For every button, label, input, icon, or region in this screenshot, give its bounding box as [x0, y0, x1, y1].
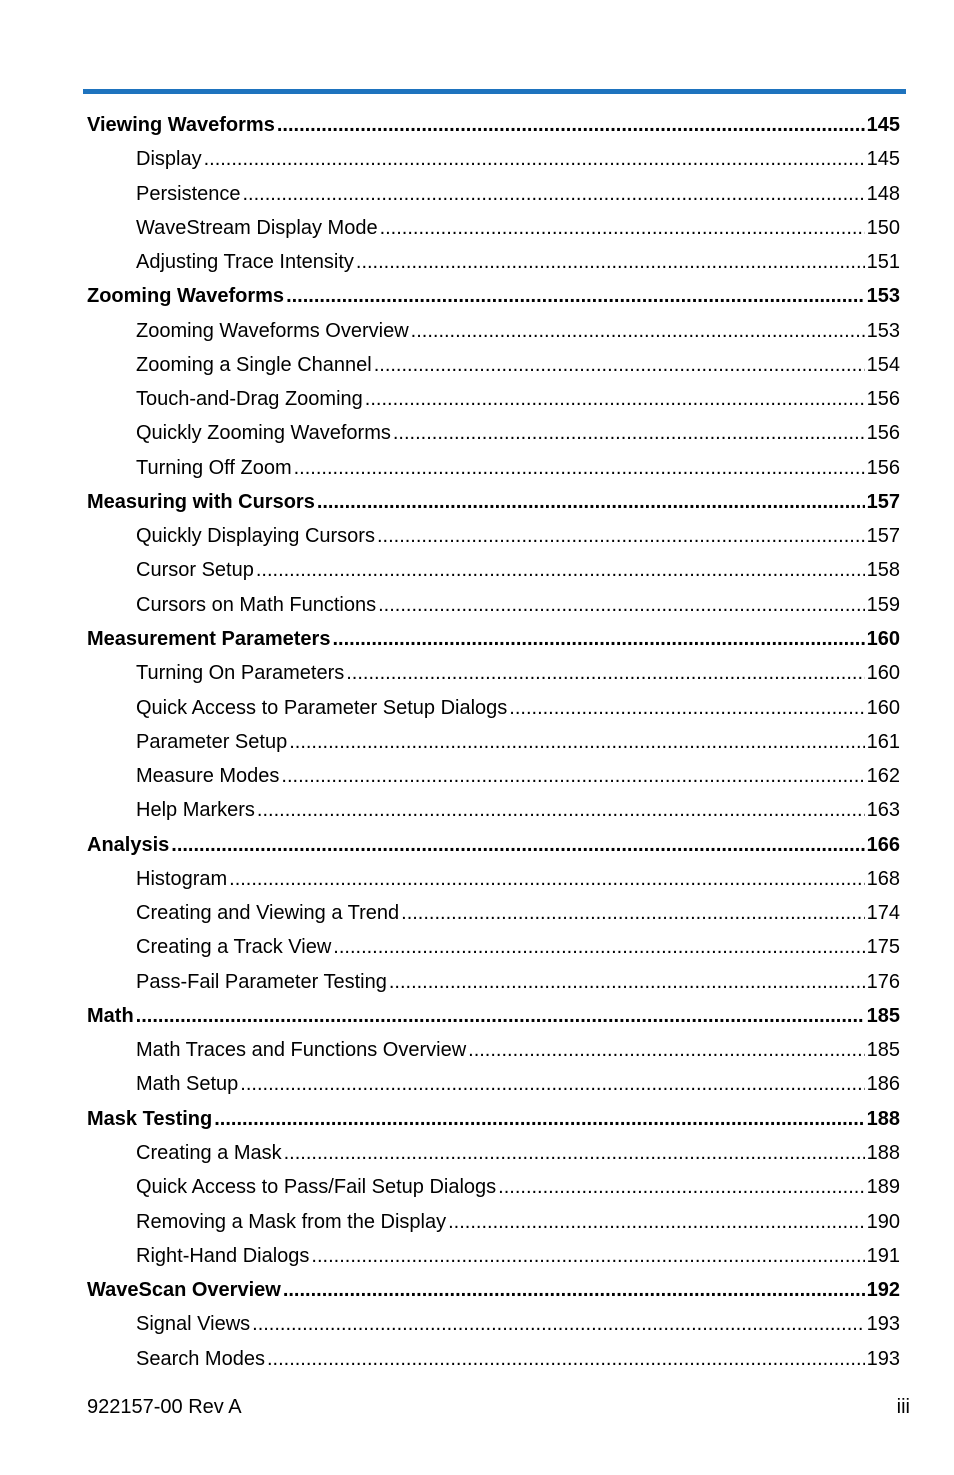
toc-dot-leader: [374, 348, 865, 382]
toc-entry-page-number: 157: [866, 490, 900, 513]
toc-section-entry[interactable]: [87, 999, 900, 1033]
toc-entry-page-number: 186: [866, 1073, 900, 1096]
toc-entry-title: Removing a Mask from the Display: [136, 1210, 447, 1233]
toc-section-entry[interactable]: [87, 279, 900, 313]
toc-dot-leader: [284, 1136, 865, 1170]
toc-entry-title: Measure Modes: [136, 765, 280, 788]
toc-dot-leader: [378, 588, 865, 622]
toc-dot-leader: [277, 108, 865, 142]
toc-entry-page-number: 190: [866, 1210, 900, 1233]
toc-entry-page-number: 145: [866, 114, 900, 136]
toc-subsection-entry[interactable]: [87, 1170, 900, 1204]
toc-entry-page-number: 160: [866, 662, 900, 685]
toc-entry-page-number: 156: [866, 388, 900, 411]
header-rule: [83, 89, 906, 94]
toc-entry-page-number: 160: [866, 696, 900, 719]
toc-dot-leader: [393, 416, 865, 450]
toc-dot-leader: [171, 828, 864, 862]
toc-entry-title: Persistence: [136, 182, 241, 205]
toc-dot-leader: [240, 1067, 864, 1101]
toc-entry-page-number: 174: [866, 902, 900, 925]
toc-dot-leader: [267, 1342, 865, 1376]
toc-dot-leader: [365, 382, 865, 416]
toc-subsection-entry[interactable]: [87, 793, 900, 827]
toc-subsection-entry[interactable]: [87, 314, 900, 348]
toc-subsection-entry[interactable]: [87, 245, 900, 279]
toc-entry-title: Touch-and-Drag Zooming: [136, 388, 363, 411]
toc-entry-page-number: 188: [866, 1107, 900, 1130]
toc-dot-leader: [356, 245, 865, 279]
toc-entry-title: Parameter Setup: [136, 730, 288, 753]
toc-entry-page-number: 153: [866, 285, 900, 308]
toc-subsection-entry[interactable]: [87, 1307, 900, 1341]
toc-subsection-entry[interactable]: [87, 1205, 900, 1239]
toc-entry-page-number: 188: [866, 1141, 900, 1164]
toc-entry-title: Cursors on Math Functions: [136, 593, 377, 616]
toc-entry-title: Creating a Track View: [136, 936, 332, 959]
toc-dot-leader: [283, 1273, 865, 1307]
toc-entry-title: Quickly Displaying Cursors: [136, 525, 375, 548]
toc-entry-page-number: 175: [866, 936, 900, 959]
toc-entry-title: Help Markers: [136, 799, 255, 822]
toc-subsection-entry[interactable]: [87, 965, 900, 999]
toc-dot-leader: [229, 862, 864, 896]
toc-dot-leader: [389, 965, 865, 999]
toc-entry-title: Measurement Parameters: [87, 627, 331, 650]
toc-entry-title: Pass-Fail Parameter Testing: [136, 970, 387, 993]
toc-dot-leader: [509, 691, 864, 725]
toc-entry-title: Creating and Viewing a Trend: [136, 902, 400, 925]
toc-dot-leader: [256, 553, 865, 587]
toc-entry-page-number: 151: [866, 251, 900, 274]
toc-dot-leader: [243, 177, 865, 211]
toc-entry-title: Zooming a Single Channel: [136, 353, 372, 376]
toc-entry-title: Measuring with Cursors: [87, 490, 315, 513]
toc-subsection-entry[interactable]: [87, 862, 900, 896]
toc-subsection-entry[interactable]: [87, 1033, 900, 1067]
toc-dot-leader: [411, 314, 865, 348]
toc-entry-page-number: 156: [866, 456, 900, 479]
toc-entry-title: Adjusting Trace Intensity: [136, 251, 354, 274]
toc-entry-page-number: 153: [866, 319, 900, 342]
toc-entry-page-number: 150: [866, 216, 900, 239]
toc-subsection-entry[interactable]: [87, 588, 900, 622]
toc-subsection-entry[interactable]: [87, 211, 900, 245]
toc-dot-leader: [380, 211, 865, 245]
toc-subsection-entry[interactable]: [87, 1239, 900, 1273]
toc-entry-page-number: 157: [866, 525, 900, 548]
toc-section-entry[interactable]: [87, 108, 900, 142]
toc-dot-leader: [311, 1239, 864, 1273]
toc-entry-title: Math: [87, 1004, 134, 1027]
toc-entry-title: Mask Testing: [87, 1107, 213, 1130]
toc-entry-page-number: 168: [866, 867, 900, 890]
toc-subsection-entry[interactable]: [87, 382, 900, 416]
toc-entry-title: Math Traces and Functions Overview: [136, 1039, 467, 1062]
toc-subsection-entry[interactable]: [87, 930, 900, 964]
toc-entry-page-number: 193: [866, 1347, 900, 1370]
toc-dot-leader: [286, 279, 865, 313]
toc-entry-title: WaveScan Overview: [87, 1279, 281, 1302]
toc-dot-leader: [317, 485, 865, 519]
toc-entry-title: Viewing Waveforms: [87, 114, 275, 136]
toc-entry-title: Signal Views: [136, 1313, 251, 1336]
toc-entry-page-number: 191: [866, 1244, 900, 1267]
toc-entry-title: Quick Access to Parameter Setup Dialogs: [136, 696, 508, 719]
toc-entry-title: Turning Off Zoom: [136, 456, 292, 479]
toc-dot-leader: [468, 1033, 864, 1067]
toc-subsection-entry[interactable]: [87, 348, 900, 382]
toc-entry-title: Analysis: [87, 833, 170, 856]
toc-entry-page-number: 185: [866, 1004, 900, 1027]
toc-subsection-entry[interactable]: [87, 553, 900, 587]
toc-dot-leader: [289, 725, 864, 759]
toc-dot-leader: [281, 759, 864, 793]
table-of-contents: [87, 108, 900, 1376]
toc-entry-page-number: 160: [866, 627, 900, 650]
toc-entry-page-number: 166: [866, 833, 900, 856]
toc-dot-leader: [333, 930, 864, 964]
toc-entry-page-number: 156: [866, 422, 900, 445]
toc-entry-title: Right-Hand Dialogs: [136, 1244, 310, 1267]
toc-section-entry[interactable]: [87, 1273, 900, 1307]
toc-dot-leader: [332, 622, 864, 656]
toc-entry-title: Quick Access to Pass/Fail Setup Dialogs: [136, 1176, 497, 1199]
toc-entry-title: Turning On Parameters: [136, 662, 345, 685]
toc-dot-leader: [377, 519, 865, 553]
toc-entry-title: Cursor Setup: [136, 559, 254, 582]
toc-subsection-entry[interactable]: [87, 142, 900, 176]
toc-subsection-entry[interactable]: [87, 519, 900, 553]
toc-subsection-entry[interactable]: [87, 1342, 900, 1376]
toc-entry-page-number: 176: [866, 970, 900, 993]
toc-dot-leader: [294, 451, 865, 485]
toc-entry-page-number: 193: [866, 1313, 900, 1336]
toc-entry-page-number: 158: [866, 559, 900, 582]
toc-section-entry[interactable]: [87, 622, 900, 656]
toc-entry-title: Display: [136, 148, 202, 171]
toc-subsection-entry[interactable]: [87, 1067, 900, 1101]
document-number: 922157-00 Rev A: [87, 1396, 242, 1418]
toc-entry-page-number: 192: [866, 1279, 900, 1302]
toc-entry-title: Zooming Waveforms: [87, 285, 285, 308]
toc-entry-title: WaveStream Display Mode: [136, 216, 378, 239]
toc-entry-page-number: 148: [866, 182, 900, 205]
toc-entry-page-number: 163: [866, 799, 900, 822]
toc-entry-page-number: 185: [866, 1039, 900, 1062]
page-footer: [87, 1392, 910, 1422]
toc-dot-leader: [214, 1102, 864, 1136]
toc-entry-title: Creating a Mask: [136, 1141, 282, 1164]
toc-dot-leader: [204, 142, 865, 176]
toc-dot-leader: [252, 1307, 864, 1341]
toc-subsection-entry[interactable]: [87, 1136, 900, 1170]
toc-subsection-entry[interactable]: [87, 451, 900, 485]
toc-subsection-entry[interactable]: [87, 896, 900, 930]
toc-entry-page-number: 161: [866, 730, 900, 753]
toc-section-entry[interactable]: [87, 1102, 900, 1136]
toc-section-entry[interactable]: [87, 485, 900, 519]
toc-entry-page-number: 162: [866, 765, 900, 788]
toc-entry-title: Math Setup: [136, 1073, 239, 1096]
toc-dot-leader: [136, 999, 865, 1033]
toc-subsection-entry[interactable]: [87, 416, 900, 450]
toc-subsection-entry[interactable]: [87, 759, 900, 793]
toc-subsection-entry[interactable]: [87, 691, 900, 725]
toc-entry-title: Quickly Zooming Waveforms: [136, 422, 391, 445]
toc-dot-leader: [257, 793, 865, 827]
toc-subsection-entry[interactable]: [87, 656, 900, 690]
toc-entry-title: Search Modes: [136, 1347, 265, 1370]
toc-dot-leader: [498, 1170, 864, 1204]
toc-subsection-entry[interactable]: [87, 177, 900, 211]
toc-dot-leader: [401, 896, 864, 930]
toc-entry-page-number: 159: [866, 593, 900, 616]
toc-entry-page-number: 145: [866, 148, 900, 171]
toc-entry-title: Zooming Waveforms Overview: [136, 319, 409, 342]
toc-subsection-entry[interactable]: [87, 725, 900, 759]
toc-entry-page-number: 154: [866, 353, 900, 376]
toc-section-entry[interactable]: [87, 828, 900, 862]
toc-entry-page-number: 189: [866, 1176, 900, 1199]
toc-dot-leader: [346, 656, 864, 690]
toc-dot-leader: [448, 1205, 865, 1239]
toc-entry-title: Histogram: [136, 867, 228, 890]
page-number: iii: [896, 1396, 910, 1418]
